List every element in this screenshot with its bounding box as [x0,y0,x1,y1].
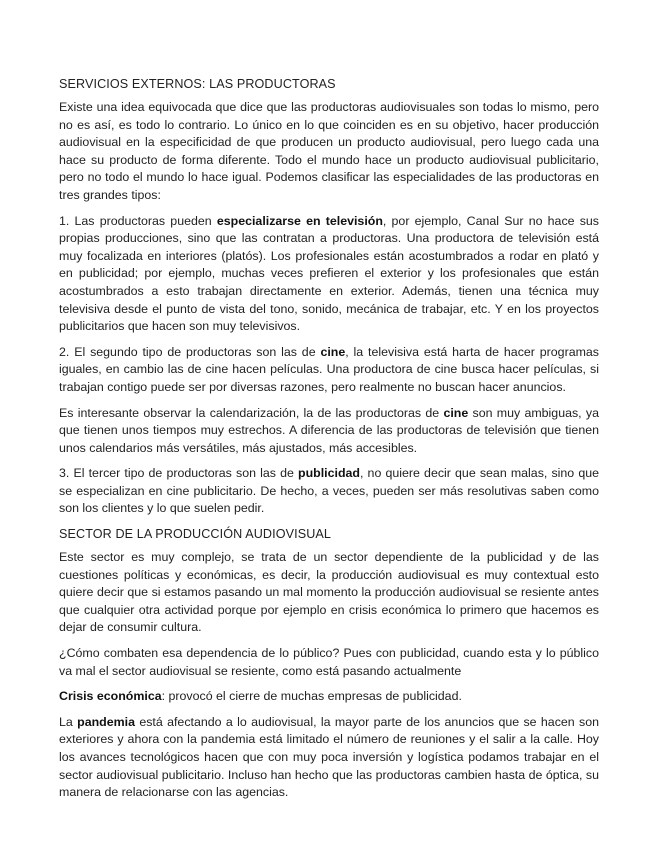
section-heading-sector: SECTOR DE LA PRODUCCIÓN AUDIOVISUAL [59,527,331,542]
text-segment: 2. El segundo tipo de productoras son las de [59,344,321,359]
text-segment: está afectando a lo audiovisual, la mayor parte de los anuncios que se hacen son exteriores y ahora con la pandemia está limitado el número de reuniones y el salir a la calle. Hoy los avances tecnológicos hacen que con muy poca inversión y logística podamos trabajar en el sector audiovisual publicitario. Incluso han hecho que las productoras cambien hasta de óptica, su manera de relacionarse con las agencias. [59,714,599,800]
paragraph-tipo-publicidad [59,465,599,518]
section-heading-productoras: SERVICIOS EXTERNOS: LAS PRODUCTORAS [59,77,336,91]
paragraph-sector: Este sector es muy complejo, se trata de un sector dependiente de la publicidad y de las cuestiones políticas y económicas, es decir, la producción audiovisual es muy contextual esto quiere decir que si estamos pasando un mal momento la producción audiovisual se resiente antes que cualquier otra actividad porque por ejemplo en crisis económica lo primero que hacemos es dejar de consumir cultura. [59,550,599,635]
text-segment: : provocó el cierre de muchas empresas de publicidad. [161,689,462,704]
paragraph-crisis [59,688,599,706]
text-segment: 1. Las productoras pueden [59,213,217,228]
paragraph-intro: Existe una idea equivocada que dice que las productoras audiovisuales son todas lo mismo, pero no es así, es todo lo contrario. Lo único en lo que coinciden es en su objetivo, hacer producción audiovisual en la especificidad de que producen un producto audiovisual, pero luego cada una hace su producto de forma diferente. Todo el mundo hace un producto audiovisual publicitario, pero no todo el mundo lo hace igual. Podemos clasificar las especialidades de las productoras en tres grandes tipos: [59,100,599,202]
text-segment: Es interesante observar la calendarización, la de las productoras de [59,405,444,420]
paragraph-tipo-television [59,213,599,336]
paragraph-pandemia [59,714,599,802]
paragraph-tipo-cine [59,344,599,397]
text-segment: son muy ambiguas, ya que tienen unos tiempos muy estrechos. A diferencia de las productoras de televisión que tienen unos calendarios más versátiles, más ajustados, más accesibles. [59,405,599,455]
text-segment: La [59,714,78,729]
paragraph-calendarizacion [59,405,599,458]
document-page [59,76,599,810]
text-segment: , por ejemplo, Canal Sur no hace sus propias producciones, sino que las contratan a productoras. Una productora de televisión está muy focalizada en interiores (platós). Los profesionales están acostumbrados a rodar en plató y en publicidad; por ejemplo, muchas veces prefieren el exterior y los profesionales que están acostumbrados a esto trabajan directamente en exterior. Además, tienen una técnica muy televisiva desde el punto de vista del tono, sonido, mecánica de trabajar, etc. Y en los proyectos publicitarios que hacen son muy televisivos. [59,213,600,334]
text-segment: 3. El tercer tipo de productoras son las de [59,466,299,481]
bold-term-crisis: Crisis económica [59,689,162,704]
bold-term-pandemia: pandemia [77,714,135,729]
bold-term-cine: cine [320,344,346,359]
text-segment: , no quiere decir que sean malas, sino que se especializan en cine publicitario. De hecho, a veces, pueden ser más resolutivas saben como son los clientes y lo que suelen pedir. [59,466,600,516]
bold-term-television: especializarse en televisión [216,213,383,228]
bold-term-publicidad: publicidad [298,466,360,481]
text-segment: , la televisiva está harta de hacer programas iguales, en cambio las de cine hacen películas. Una productora de cine busca hacer películas, si trabajan contigo puede ser por diversas razones, pero realmente no buscan hacer anuncios. [59,344,599,394]
paragraph-dependencia: ¿Cómo combaten esa dependencia de lo público? Pues con publicidad, cuando esta y lo público va mal el sector audiovisual se resiente, como está pasando actualmente [59,646,599,678]
bold-term-cine: cine [443,405,469,420]
